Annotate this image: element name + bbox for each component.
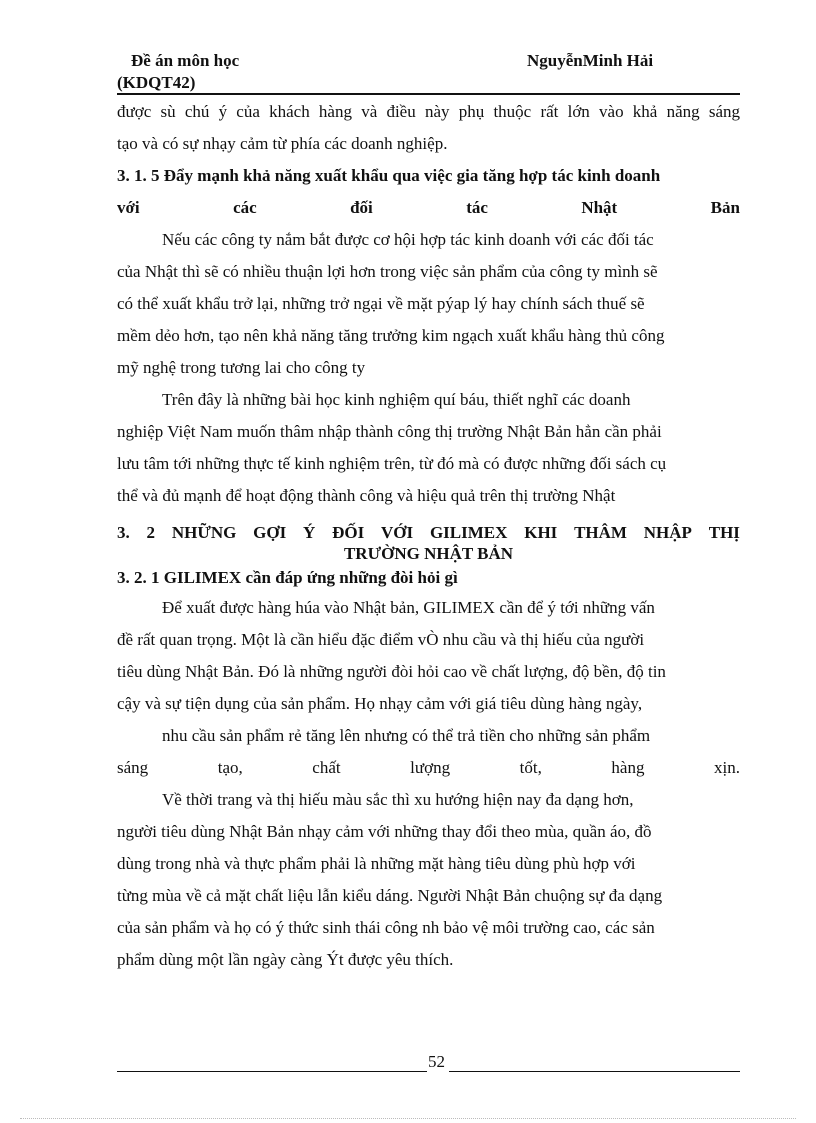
- heading-line: [117, 522, 740, 543]
- word: đối: [350, 198, 373, 217]
- word: năng: [666, 102, 700, 121]
- word: xịn.: [714, 758, 740, 777]
- text-line-justified: [117, 752, 740, 784]
- word: này: [424, 102, 450, 121]
- word: ĐỐI: [332, 523, 365, 542]
- paragraph-continuation: [117, 96, 740, 160]
- word: của: [236, 102, 260, 121]
- page-footer: [117, 1050, 740, 1074]
- text-line: Về thời trang và thị hiếu màu sắc thì xu hướng hiện nay đa dạng hơn,: [162, 790, 634, 809]
- paragraph-requirements: [117, 592, 740, 720]
- word: ý: [218, 102, 228, 121]
- author-name: NguyễnMinh Hải: [527, 51, 654, 70]
- text-line: người tiêu dùng Nhật Bản nhạy cảm với những thay đổi theo mùa, quần áo, đồ: [117, 822, 652, 841]
- heading-3-2: [117, 522, 740, 564]
- word: THỊ: [708, 523, 740, 542]
- word: khách: [269, 102, 310, 121]
- text-line: dùng trong nhà và thực phẩm phải là những mặt hàng tiêu dùng phù hợp với: [117, 854, 636, 873]
- word: THÂM: [574, 523, 627, 542]
- word: NHẬP: [643, 523, 692, 542]
- word: GILIMEX: [429, 523, 508, 542]
- heading-3-1-5: [117, 160, 740, 224]
- text-line: lưu tâm tới những thực tế kinh nghiệm trên, từ đó mà có được những đối sách cụ: [117, 454, 667, 473]
- page-header: [117, 50, 740, 96]
- text-line: [117, 96, 740, 128]
- footer-rule-right: [449, 1071, 740, 1072]
- word: GỢI: [253, 523, 287, 542]
- course-code: (KDQT42): [117, 73, 196, 92]
- text-line: từng mùa về cả mặt chất liệu lẫn kiểu dáng. Người Nhật Bản chuộng sự đa dạng: [117, 886, 663, 905]
- word: sù: [160, 102, 176, 121]
- word: hàng: [318, 102, 352, 121]
- page-boundary-line: [20, 1118, 796, 1119]
- word: phụ: [458, 102, 485, 121]
- word: thuộc: [493, 102, 532, 121]
- word: tác: [466, 198, 488, 217]
- text-line: phẩm dùng một lần ngày càng Ýt được yêu thích.: [117, 950, 454, 969]
- text-line: có thể xuất khẩu trở lại, những trở ngại về mặt pýap lý hay chính sách thuế sẽ: [117, 294, 645, 313]
- text-line: tiêu dùng Nhật Bản. Đó là những người đòi hỏi cao về chất lượng, độ bền, độ tin: [117, 662, 666, 681]
- word: chất: [312, 758, 341, 777]
- text-line: cậy và sự tiện dụng của sản phẩm. Họ nhạy cảm với giá tiêu dùng hàng ngày,: [117, 694, 643, 713]
- text-line: nghiệp Việt Nam muốn thâm nhập thành công thị trường Nhật Bản hẳn cần phải: [117, 422, 662, 441]
- paragraph-cooperation: [117, 224, 740, 384]
- heading-line-centered: TRƯỜNG NHẬT BẢN: [343, 544, 514, 563]
- paragraph-price: [117, 720, 740, 784]
- word: tạo,: [217, 758, 243, 777]
- header-rule: [117, 93, 740, 95]
- word: rất: [540, 102, 559, 121]
- word: chú: [184, 102, 210, 121]
- text-line: mỹ nghệ trong tương lai cho công ty: [117, 358, 366, 377]
- text-line: nhu cầu sản phẩm rẻ tăng lên nhưng có thể trả tiền cho những sản phẩm: [162, 726, 651, 745]
- document-body: [117, 96, 740, 976]
- word: tốt,: [519, 758, 542, 777]
- word: 3.: [117, 523, 130, 542]
- word: lượng: [410, 758, 451, 777]
- course-title: Đề án môn học: [131, 51, 240, 70]
- word: Ý: [303, 523, 316, 542]
- text-line: Nếu các công ty nắm bắt được cơ hội hợp tác kinh doanh với các đối tác: [162, 230, 654, 249]
- text-line: tạo và có sự nhạy cảm từ phía các doanh nghiệp.: [117, 134, 448, 153]
- heading-3-2-1: 3. 2. 1 GILIMEX cần đáp ứng những đòi hỏi gì: [117, 568, 458, 587]
- word: vào: [599, 102, 624, 121]
- word: và: [361, 102, 378, 121]
- text-line: Để xuất được hàng húa vào Nhật bản, GILIMEX cần để ý tới những vấn: [162, 598, 655, 617]
- text-line: của Nhật thì sẽ có nhiều thuận lợi hơn trong việc sản phẩm của công ty mình sẽ: [117, 262, 658, 281]
- word: lớn: [567, 102, 590, 121]
- text-line: mềm dẻo hơn, tạo nên khả năng tăng trưởng kim ngạch xuất khẩu hàng thủ công: [117, 326, 665, 345]
- heading-line-justified: [117, 192, 740, 224]
- word: VỚI: [381, 523, 414, 542]
- text-line: Trên đây là những bài học kinh nghiệm quí báu, thiết nghĩ các doanh: [162, 390, 631, 409]
- word: Nhật: [581, 198, 618, 217]
- text-line: của sản phẩm và họ có ý thức sinh thái công nh bảo vệ môi trường cao, các sản: [117, 918, 655, 937]
- text-line: thể và đủ mạnh để hoạt động thành công và hiệu quả trên thị trường Nhật: [117, 486, 616, 505]
- paragraph-lessons: [117, 384, 740, 512]
- word: Bản: [710, 198, 740, 217]
- word: sáng: [708, 102, 740, 121]
- word: khả: [632, 102, 658, 121]
- word: được: [117, 102, 152, 121]
- footer-rule-left: [117, 1071, 427, 1072]
- heading-line: 3. 1. 5 Đẩy mạnh khả năng xuất khẩu qua việc gia tăng hợp tác kinh doanh: [117, 166, 661, 185]
- word: NHỮNG: [171, 523, 237, 542]
- word: 2: [146, 523, 156, 542]
- word: sáng: [117, 758, 149, 777]
- word: các: [233, 198, 257, 217]
- word: điều: [386, 102, 416, 121]
- page-number: 52: [428, 1052, 445, 1071]
- text-line: đề rất quan trọng. Một là cần hiểu đặc điểm vÒ nhu cầu và thị hiếu của người: [117, 630, 645, 649]
- word: hàng: [611, 758, 645, 777]
- paragraph-fashion: [117, 784, 740, 976]
- word: KHI: [524, 523, 558, 542]
- word: với: [117, 198, 140, 217]
